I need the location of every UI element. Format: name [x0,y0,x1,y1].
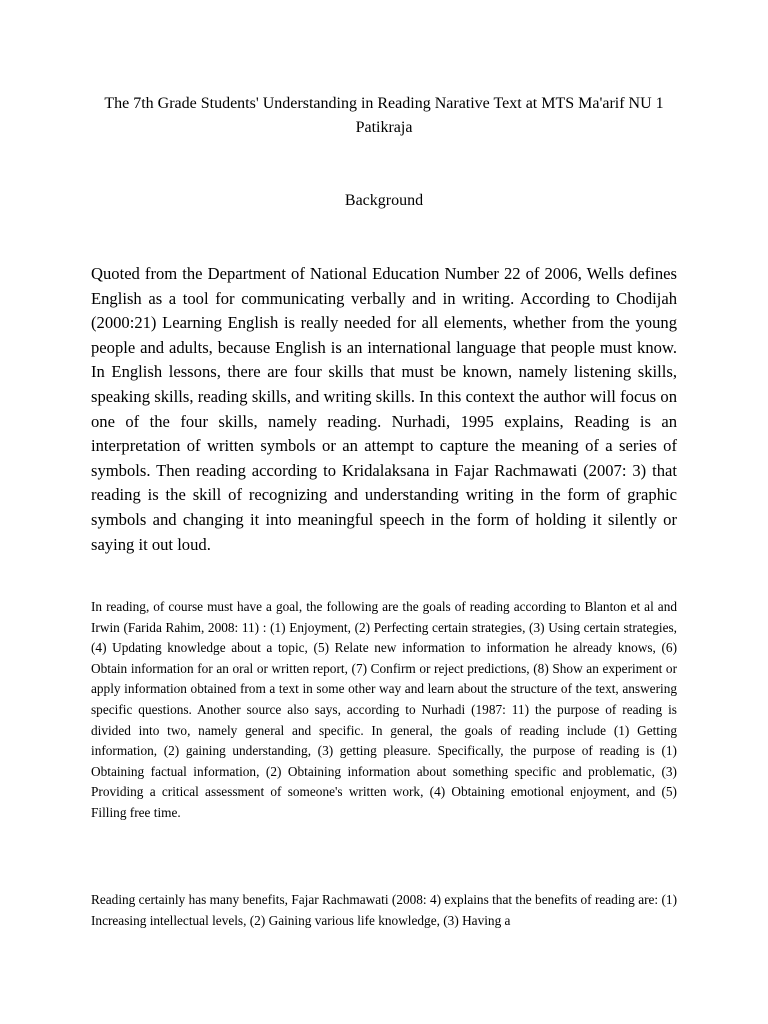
paragraph-reading-goals: In reading, of course must have a goal, the following are the goals of reading according to Blanton et al and Irwin (Farida Rahim, 2008: 11) : (1) Enjoyment, (2) Perfecting certain strategies, (3) Using certain strategies, (4) Updating knowledge about a topic, (5) Relate new information to information he already knows, (6) Obtain information for an oral or written report, (7) Confirm or reject predictions, (8) Show an experiment or apply information obtained from a text in some other way and learn about the structure of the text, answering specific questions. Another source also says, according to Nurhadi (1987: 11) the purpose of reading is divided into two, namely general and specific. In general, the goals of reading include (1) Getting information, (2) gaining understanding, (3) getting pleasure. Specifically, the purpose of reading is (1) Obtaining factual information, (2) Obtaining information about something specific and problematic, (3) Providing a critical assessment of someone's written work, (4) Obtaining emotional enjoyment, and (5) Filling free time. [91,599,677,820]
section-heading: Background [344,192,424,209]
document-title: The 7th Grade Students' Understanding in Reading Narative Text at MTS Ma'arif NU 1 Patikraja [104,95,664,136]
paragraph-background: Quoted from the Department of National Education Number 22 of 2006, Wells defines English as a tool for communicating verbally and in writing. According to Chodijah (2000:21) Learning English is really needed for all elements, whether from the young people and adults, because English is an international language that people must know. In English lessons, there are four skills that must be known, namely listening skills, speaking skills, reading skills, and writing skills. In this context the author will focus on one of the four skills, namely reading. Nurhadi, 1995 explains, Reading is an interpretation of written symbols or an attempt to capture the meaning of a series of symbols. Then reading according to Kridalaksana in Fajar Rachmawati (2007: 3) that reading is the skill of recognizing and understanding writing in the form of graphic symbols and changing it into meaningful speech in the form of holding it silently or saying it out loud. [91,264,677,554]
paragraph-reading-benefits: Reading certainly has many benefits, Fajar Rachmawati (2008: 4) explains that the benefits of reading are: (1) Increasing intellectual levels, (2) Gaining various life knowledge, (3) Having a [91,892,677,928]
